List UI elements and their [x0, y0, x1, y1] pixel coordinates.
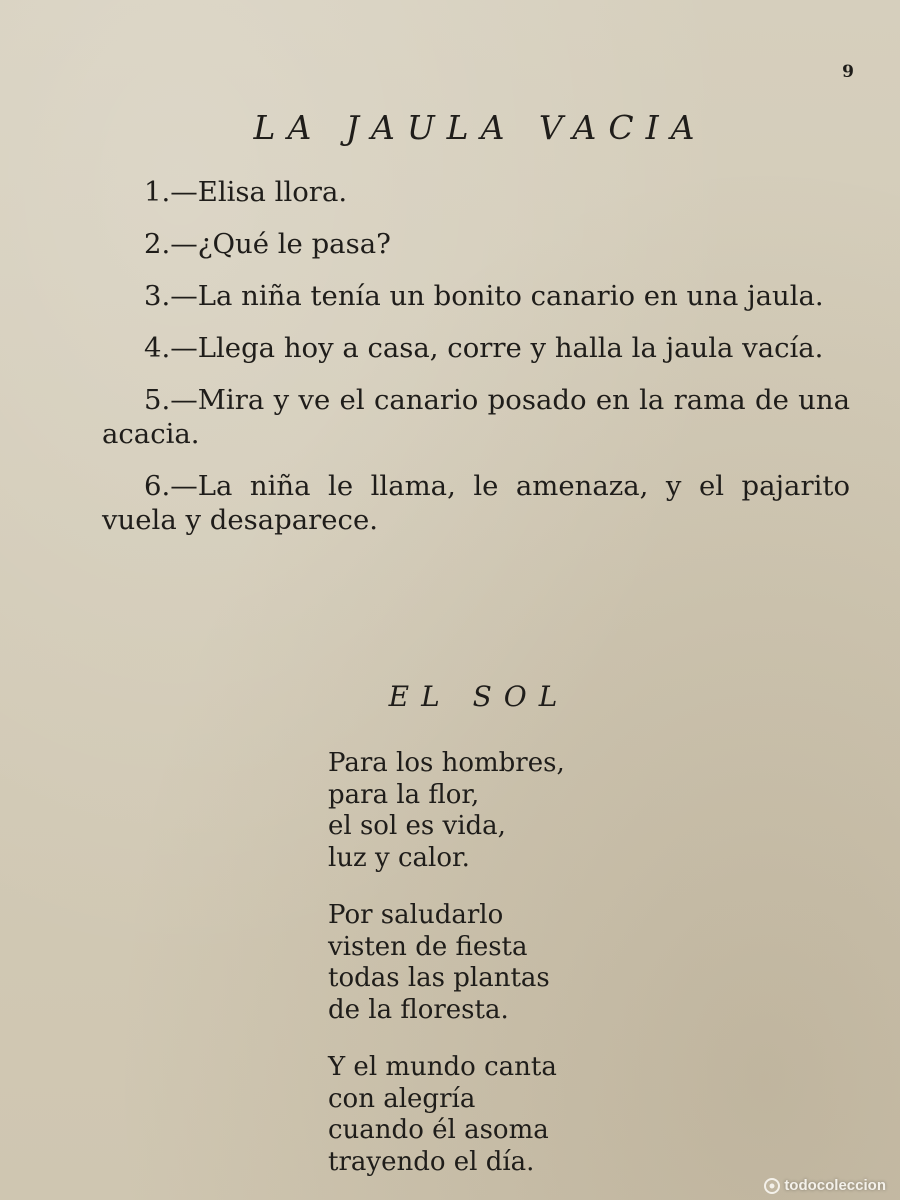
watermark-logo-icon [764, 1178, 780, 1194]
poem-line: trayendo el día. [328, 1146, 535, 1177]
paragraph-number: 2.— [144, 228, 198, 260]
story-paragraph [102, 331, 850, 365]
poem-title: EL SOL [388, 680, 570, 713]
poem-line: para la flor, [328, 779, 480, 810]
story-paragraph [102, 227, 850, 261]
story-body [102, 175, 850, 555]
paragraph-text: Mira y ve el canario posado en la rama de una acacia. [102, 384, 850, 450]
paragraph-number: 6.— [144, 470, 198, 502]
poem-line: Para los hombres, [328, 748, 565, 778]
poem-line: de la floresta. [328, 994, 509, 1025]
paragraph-number: 5.— [144, 384, 198, 416]
paragraph-number: 3.— [144, 280, 198, 312]
poem-line: Y el mundo canta [328, 1052, 557, 1082]
poem-stanza [328, 900, 648, 1026]
story-title: LA JAULA VACIA [253, 108, 707, 147]
poem-line: Por saludarlo [328, 900, 504, 930]
poem-line: cuando él asoma [328, 1115, 549, 1145]
watermark-text: todocoleccion [784, 1177, 886, 1194]
poem-line: el sol es vida, [328, 811, 506, 841]
paragraph-number: 4.— [144, 332, 198, 364]
page-number: 9 [842, 62, 854, 82]
story-paragraph [102, 469, 850, 537]
paragraph-text: La niña le llama, le amenaza, y el pajarito vuela y desaparece. [102, 470, 850, 536]
paragraph-text: Llega hoy a casa, corre y halla la jaula vacía. [197, 332, 824, 364]
poem-line: todas las plantas [328, 963, 550, 993]
poem-line: visten de fiesta [328, 931, 528, 962]
poem-stanza [328, 748, 648, 874]
watermark [764, 1177, 886, 1194]
poem-stanza [328, 1052, 648, 1178]
poem-body [328, 748, 648, 1200]
story-paragraph [102, 383, 850, 451]
poem-line: luz y calor. [328, 842, 470, 873]
story-paragraph [102, 175, 850, 209]
story-paragraph [102, 279, 850, 313]
paragraph-number: 1.— [144, 176, 198, 208]
poem-line: con alegría [328, 1083, 476, 1114]
paragraph-text: Elisa llora. [197, 176, 348, 208]
paragraph-text: La niña tenía un bonito canario en una jaula. [197, 280, 824, 312]
paragraph-text: ¿Qué le pasa? [197, 228, 391, 260]
